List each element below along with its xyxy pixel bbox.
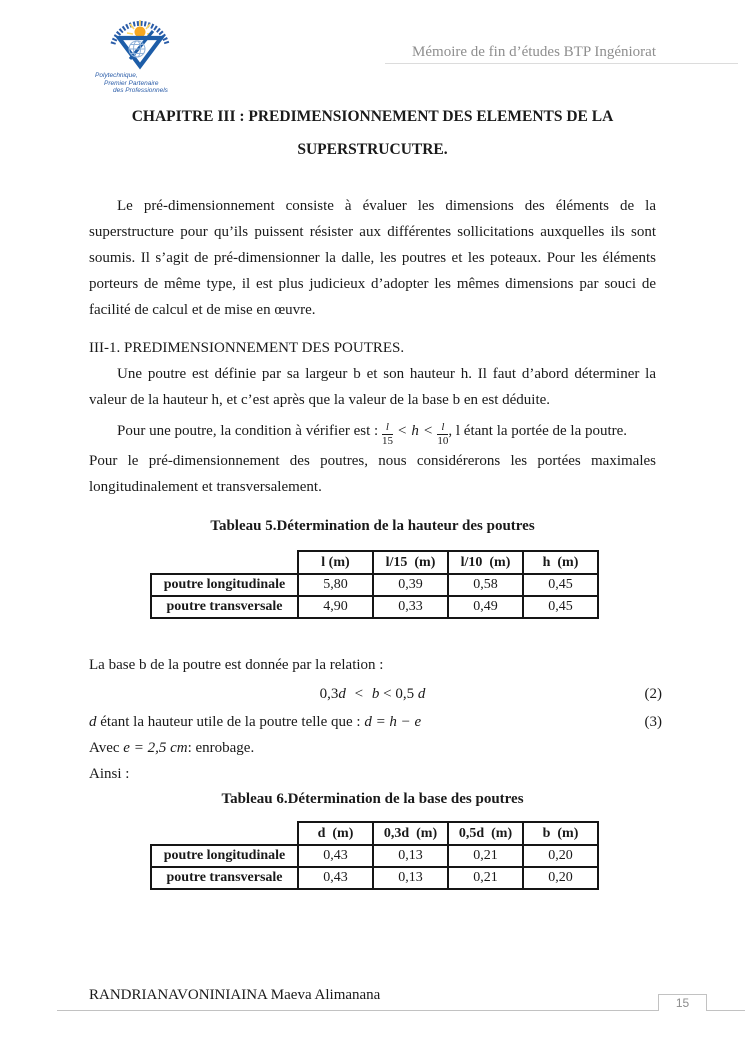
table-corner-cell xyxy=(151,822,298,845)
table-cell: 0,20 xyxy=(523,867,598,889)
variable-h: h xyxy=(411,423,419,439)
equation-3 xyxy=(89,709,662,735)
column-header-05d: 0,5d (m) xyxy=(448,822,523,845)
section-heading: III-1. PREDIMENSIONNEMENT DES POUTRES. xyxy=(89,340,405,356)
column-header-h: h (m) xyxy=(523,551,598,574)
beam-condition-line xyxy=(89,414,656,448)
spans-paragraph: Pour le pré-dimensionnement des poutres, nous considérerons les portées maximales longitudinalement et transversalement. xyxy=(89,453,656,495)
row-label: poutre longitudinale xyxy=(151,845,298,867)
chapter-title-line1: CHAPITRE III : PREDIMENSIONNEMENT DES ELEMENTS DE LA xyxy=(131,108,614,125)
logo-caption-line: Premier Partenaire xyxy=(104,79,159,87)
table-row xyxy=(151,574,598,596)
globe-icon xyxy=(129,41,145,57)
table-cell: 0,45 xyxy=(523,574,598,596)
fraction-l-over-15: $\frac{l}{15}$ xyxy=(381,421,393,447)
table-cell: 0,49 xyxy=(448,596,523,618)
table-row xyxy=(151,596,598,618)
footer-rule xyxy=(57,1010,745,1011)
header-rule xyxy=(385,63,738,64)
column-header-d: d (m) xyxy=(298,822,373,845)
fraction-l-over-10: $\frac{l}{10}$ xyxy=(437,421,449,447)
table-cell: 0,45 xyxy=(523,596,598,618)
column-header-b: b (m) xyxy=(523,822,598,845)
table-corner-cell xyxy=(151,551,298,574)
less-than-sign: < xyxy=(423,423,433,439)
intro-paragraph: Le pré-dimensionnement consiste à évaluer les dimensions des éléments de la superstructure pour qu’ils puissent résister aux différentes sollicitations auxquelles ils sont soumis. Il s’agit de pré-dimensionner la dalle, les poutres et les poteaux. Pour les éléments porteurs de même type, il est plus judicieux d’adopter les mêmes dimensions par souci de facilité de calcul et de mise en œuvre. xyxy=(89,198,656,318)
header-title: Mémoire de fin d’études BTP Ingéniorat xyxy=(412,44,656,60)
table-cell: 0,43 xyxy=(298,845,373,867)
equation-2 xyxy=(89,681,662,707)
table-cell: 0,58 xyxy=(448,574,523,596)
column-header-03d: 0,3d (m) xyxy=(373,822,448,845)
table-cell: 0,39 xyxy=(373,574,448,596)
table-cell: 4,90 xyxy=(298,596,373,618)
table5-caption: Tableau 5.Détermination de la hauteur des poutres xyxy=(210,518,535,534)
table-row xyxy=(151,867,598,889)
school-logo xyxy=(95,13,207,95)
page-number: 15 xyxy=(658,994,707,1011)
condition-prefix: Pour une poutre, la condition à vérifier est : xyxy=(117,423,382,439)
chapter-title xyxy=(89,100,656,166)
table-header-row xyxy=(151,551,598,574)
logo-caption xyxy=(95,72,207,95)
table-base-poutres xyxy=(150,821,599,890)
school-logo-emblem xyxy=(108,13,172,71)
table-cell: 0,13 xyxy=(373,845,448,867)
ainsi-line: Ainsi : xyxy=(89,766,130,782)
relation-intro: La base b de la poutre est donnée par la relation : xyxy=(89,657,384,673)
row-label: poutre transversale xyxy=(151,867,298,889)
condition-suffix: , l étant la portée de la poutre. xyxy=(448,423,628,439)
row-label: poutre longitudinale xyxy=(151,574,298,596)
enrobage-line: Avec e = 2,5 cm: enrobage. xyxy=(89,740,255,756)
equation-3-body: d étant la hauteur utile de la poutre telle que : d = h − e xyxy=(89,714,422,730)
column-header-l10: l/10 (m) xyxy=(448,551,523,574)
footer-author: RANDRIANAVONINIAINA Maeva Alimanana xyxy=(89,987,381,1003)
equation-2-number: (2) xyxy=(644,686,662,702)
table-cell: 0,21 xyxy=(448,867,523,889)
table-cell: 0,43 xyxy=(298,867,373,889)
table-cell: 0,20 xyxy=(523,845,598,867)
table-cell: 5,80 xyxy=(298,574,373,596)
equation-2-body: 0,3d < b < 0,5 d xyxy=(319,686,426,702)
equation-3-number: (3) xyxy=(644,714,662,730)
table-cell: 0,33 xyxy=(373,596,448,618)
row-label: poutre transversale xyxy=(151,596,298,618)
table-header-row xyxy=(151,822,598,845)
beam-definition-paragraph: Une poutre est définie par sa largeur b et son hauteur h. Il faut d’abord déterminer la valeur de la hauteur h, et c’est après que la valeur de la base b en est déduite. xyxy=(89,366,656,408)
table-cell: 0,21 xyxy=(448,845,523,867)
less-than-sign: < xyxy=(397,423,407,439)
table-cell: 0,13 xyxy=(373,867,448,889)
table-row xyxy=(151,845,598,867)
table6-caption: Tableau 6.Détermination de la base des poutres xyxy=(221,791,524,807)
chapter-title-line2: SUPERSTRUCUTRE. xyxy=(297,141,448,158)
logo-caption-line: des Professionnels xyxy=(113,87,168,94)
table-hauteur-poutres xyxy=(150,550,599,619)
column-header-l: l (m) xyxy=(298,551,373,574)
column-header-l15: l/15 (m) xyxy=(373,551,448,574)
logo-caption-line: Polytechnique, xyxy=(95,72,138,79)
